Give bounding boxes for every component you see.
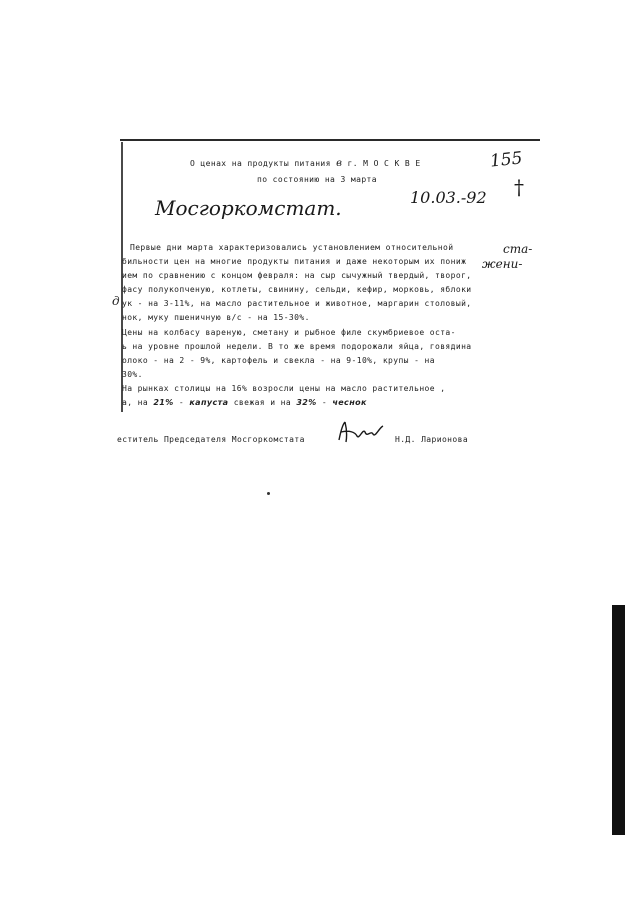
corner-mark: † (514, 175, 524, 199)
last-line-middle: свежая и на (228, 398, 297, 407)
body-line-12 (122, 398, 367, 407)
handwritten-signature (335, 420, 387, 446)
body-line-9: олоко - на 2 - 9%, картофель и свекла - на 9-10%, крупы - на (122, 356, 435, 365)
body-line-1: Первые дни марта характеризовались установлением относительной (130, 243, 454, 252)
margin-note-zheni: жени- (482, 257, 523, 271)
last-line-value-1: 21% (153, 398, 174, 407)
scan-edge-bar (612, 605, 625, 835)
last-line-word-1: капуста (189, 398, 229, 407)
body-line-2: бильности цен на многие продукты питания и даже некоторым их пониж (122, 257, 467, 266)
margin-note-cta: ста- (503, 242, 533, 256)
body-line-6: нок, муку пшеничную в/с - на 15-30%. (122, 313, 310, 322)
handwritten-date: 10.03.-92 (410, 188, 487, 207)
body-line-7: Цены на колбасу вареную, сметану и рыбное филе скумбриевое оста- (122, 328, 456, 337)
document-title (190, 158, 421, 169)
document-subtitle: по состоянию на 3 марта (257, 175, 377, 184)
signatory-name: Н.Д. Ларионова (395, 435, 469, 444)
last-line-dash-1: - (173, 398, 190, 407)
scan-speck (267, 492, 270, 495)
body-line-4: фасу полукопченую, котлеты, свинину, сельди, кефир, морковь, яблоки (122, 285, 472, 294)
body-line-3: ием по сравнению с концом февраля: на сыр сычужный твердый, творог, (122, 271, 472, 280)
margin-note-left: д (112, 294, 120, 308)
body-line-11: На рынках столицы на 16% возросли цены на масло растительное , (122, 384, 446, 393)
body-line-10: 30%. (122, 370, 143, 379)
title-suffix: г. М О С К В Е (342, 159, 421, 168)
last-line-value-2: 32% (296, 398, 317, 407)
title-hand-correction: в (336, 158, 343, 169)
body-line-8: ь на уровне прошлой недели. В то же время подорожали яйца, говядина (122, 342, 472, 351)
top-border-line (120, 139, 540, 141)
body-line-5: ук - на 3-11%, на масло растительное и животное, маргарин столовый, (122, 299, 472, 308)
last-line-prefix: а, на (122, 398, 154, 407)
last-line-dash-2: - (316, 398, 333, 407)
stamp-number: 155 (489, 148, 524, 172)
signatory-position: еститель Председателя Мосгоркомстата (117, 435, 305, 444)
title-prefix: О ценах на продукты питания (190, 159, 337, 168)
handwritten-agency: Мосгоркомстат. (155, 196, 342, 220)
last-line-word-2: чеснок (332, 398, 367, 407)
